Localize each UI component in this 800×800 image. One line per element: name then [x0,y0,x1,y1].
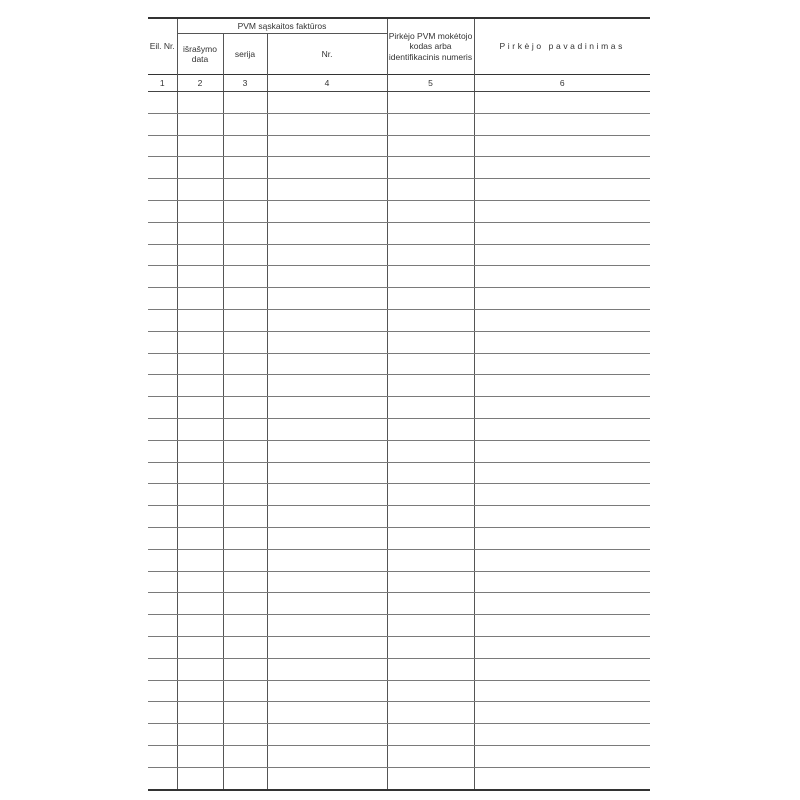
invoice-number-cell [267,615,387,637]
buyer-name-cell [474,767,650,789]
buyer-vat-code-cell [387,615,474,637]
row-number-cell [148,506,177,528]
table-row [148,615,650,637]
vat-invoice-group-header: PVM sąskaitos faktūros [177,18,387,34]
buyer-vat-code-cell [387,527,474,549]
issue-date-cell [177,702,223,724]
series-cell [223,200,267,222]
issue-date-cell [177,331,223,353]
row-number-cell [148,767,177,789]
issue-date-cell [177,179,223,201]
issue-date-cell [177,549,223,571]
table-row [148,418,650,440]
buyer-name-cell [474,702,650,724]
buyer-name-cell [474,593,650,615]
issue-date-cell [177,615,223,637]
column-number: 3 [223,75,267,92]
invoice-number-cell [267,527,387,549]
buyer-name-cell [474,179,650,201]
issue-date-cell [177,397,223,419]
series-cell [223,745,267,767]
row-number-cell [148,593,177,615]
issue-date-cell [177,113,223,135]
buyer-name-cell [474,484,650,506]
series-cell [223,593,267,615]
buyer-vat-code-cell [387,745,474,767]
invoice-number-cell [267,200,387,222]
series-cell [223,375,267,397]
invoice-number-cell [267,288,387,310]
series-cell [223,157,267,179]
buyer-name-cell [474,506,650,528]
series-header: serija [223,34,267,75]
row-number-cell [148,113,177,135]
series-cell [223,571,267,593]
series-cell [223,636,267,658]
issue-date-cell [177,636,223,658]
buyer-vat-code-cell [387,244,474,266]
series-cell [223,549,267,571]
table-row [148,593,650,615]
buyer-name-cell [474,309,650,331]
row-number-cell [148,179,177,201]
issue-date-cell [177,375,223,397]
buyer-name-cell [474,157,650,179]
invoice-number-cell [267,724,387,746]
buyer-name-cell [474,331,650,353]
issue-date-cell [177,745,223,767]
row-number-cell [148,418,177,440]
invoice-number-cell [267,92,387,114]
buyer-vat-code-cell [387,309,474,331]
row-number-cell [148,724,177,746]
series-cell [223,353,267,375]
series-cell [223,615,267,637]
invoice-number-cell [267,353,387,375]
invoice-number-cell [267,658,387,680]
table-row [148,440,650,462]
invoice-number-cell [267,680,387,702]
invoice-number-cell [267,375,387,397]
issue-date-cell [177,440,223,462]
invoice-number-cell [267,549,387,571]
issue-date-cell [177,157,223,179]
invoice-number-cell [267,418,387,440]
table-row [148,484,650,506]
invoice-number-cell [267,484,387,506]
invoice-number-cell [267,571,387,593]
invoice-number-cell [267,506,387,528]
buyer-vat-code-cell [387,724,474,746]
table-row [148,266,650,288]
issue-date-cell [177,200,223,222]
buyer-vat-code-cell [387,484,474,506]
series-cell [223,266,267,288]
column-number: 4 [267,75,387,92]
row-number-cell [148,200,177,222]
issue-date-cell [177,353,223,375]
buyer-name-cell [474,288,650,310]
table-row [148,745,650,767]
buyer-vat-code-cell [387,680,474,702]
buyer-vat-code-cell [387,418,474,440]
issue-date-cell [177,288,223,310]
column-number: 6 [474,75,650,92]
table-row [148,200,650,222]
table-row [148,222,650,244]
buyer-name-cell [474,353,650,375]
table-row [148,397,650,419]
buyer-vat-code-cell [387,767,474,789]
buyer-vat-code-cell [387,593,474,615]
row-number-cell [148,549,177,571]
table-row [148,288,650,310]
invoice-number-cell [267,113,387,135]
buyer-vat-code-cell [387,113,474,135]
row-number-cell [148,397,177,419]
row-number-cell [148,484,177,506]
series-cell [223,179,267,201]
buyer-name-cell [474,549,650,571]
buyer-vat-code-cell [387,571,474,593]
buyer-name-cell [474,658,650,680]
table-row [148,724,650,746]
column-number-row [148,75,650,92]
series-cell [223,309,267,331]
row-number-cell [148,571,177,593]
column-number: 5 [387,75,474,92]
invoice-number-cell [267,440,387,462]
buyer-name-cell [474,462,650,484]
buyer-name-cell [474,527,650,549]
buyer-vat-code-cell [387,397,474,419]
table-row [148,527,650,549]
issue-date-cell [177,244,223,266]
buyer-name-cell [474,244,650,266]
issue-date-cell [177,680,223,702]
table-row [148,767,650,789]
buyer-vat-code-cell [387,636,474,658]
column-number: 1 [148,75,177,92]
invoice-number-header: Nr. [267,34,387,75]
buyer-vat-code-cell [387,375,474,397]
buyer-vat-code-cell [387,266,474,288]
series-cell [223,527,267,549]
series-cell [223,462,267,484]
table-row [148,353,650,375]
table-row [148,309,650,331]
table-row [148,462,650,484]
buyer-vat-code-cell [387,222,474,244]
buyer-name-cell [474,680,650,702]
table-row [148,680,650,702]
invoice-number-cell [267,767,387,789]
row-number-cell [148,288,177,310]
invoice-number-cell [267,222,387,244]
buyer-vat-code-cell [387,462,474,484]
buyer-vat-code-cell [387,135,474,157]
buyer-name-cell [474,571,650,593]
table-row [148,506,650,528]
table-row [148,179,650,201]
buyer-name-cell [474,266,650,288]
issue-date-cell [177,593,223,615]
issue-date-cell [177,527,223,549]
row-number-cell [148,745,177,767]
buyer-name-cell [474,222,650,244]
row-number-cell [148,244,177,266]
issue-date-cell [177,222,223,244]
buyer-vat-code-header: Pirkėjo PVM mokėtojo kodas arba identifikacinis numeris [387,18,474,75]
buyer-name-header: Pirkėjo pavadinimas [474,18,650,75]
table-row [148,636,650,658]
row-number-cell [148,702,177,724]
issue-date-cell [177,309,223,331]
issue-date-cell [177,724,223,746]
invoice-number-cell [267,244,387,266]
buyer-vat-code-cell [387,179,474,201]
issue-date-cell [177,418,223,440]
row-number-cell [148,222,177,244]
invoice-number-cell [267,135,387,157]
issue-date-cell [177,266,223,288]
row-number-cell [148,309,177,331]
invoice-number-cell [267,266,387,288]
row-number-cell [148,353,177,375]
series-cell [223,506,267,528]
buyer-vat-code-cell [387,549,474,571]
buyer-name-cell [474,113,650,135]
table-row [148,135,650,157]
invoice-number-cell [267,702,387,724]
row-number-cell [148,658,177,680]
buyer-name-cell [474,397,650,419]
table-row [148,244,650,266]
invoice-number-cell [267,462,387,484]
buyer-name-cell [474,135,650,157]
issue-date-cell [177,571,223,593]
series-cell [223,331,267,353]
buyer-vat-code-cell [387,353,474,375]
series-cell [223,113,267,135]
series-cell [223,484,267,506]
row-number-cell [148,375,177,397]
buyer-vat-code-cell [387,157,474,179]
buyer-name-cell [474,92,650,114]
buyer-name-cell [474,418,650,440]
invoice-number-cell [267,745,387,767]
table-row [148,113,650,135]
series-cell [223,135,267,157]
invoice-number-cell [267,593,387,615]
issue-date-cell [177,484,223,506]
buyer-name-cell [474,440,650,462]
series-cell [223,222,267,244]
row-number-cell [148,636,177,658]
buyer-name-cell [474,636,650,658]
series-cell [223,92,267,114]
series-cell [223,397,267,419]
series-cell [223,440,267,462]
buyer-name-cell [474,724,650,746]
row-number-cell [148,266,177,288]
issue-date-cell [177,658,223,680]
buyer-name-cell [474,200,650,222]
buyer-vat-code-cell [387,92,474,114]
series-cell [223,680,267,702]
table-row [148,92,650,114]
table-row [148,157,650,179]
table-row [148,571,650,593]
row-number-cell [148,331,177,353]
issue-date-header: išrašymo data [177,34,223,75]
buyer-name-cell [474,745,650,767]
issue-date-cell [177,135,223,157]
row-number-header: Eil. Nr. [148,18,177,75]
buyer-vat-code-cell [387,200,474,222]
invoice-number-cell [267,157,387,179]
issue-date-cell [177,462,223,484]
buyer-name-cell [474,375,650,397]
invoice-number-cell [267,636,387,658]
invoice-number-cell [267,331,387,353]
series-cell [223,724,267,746]
invoice-number-cell [267,179,387,201]
table-row [148,375,650,397]
series-cell [223,288,267,310]
buyer-vat-code-cell [387,506,474,528]
row-number-cell [148,135,177,157]
buyer-vat-code-cell [387,658,474,680]
buyer-vat-code-cell [387,331,474,353]
row-number-cell [148,92,177,114]
invoice-number-cell [267,397,387,419]
buyer-vat-code-cell [387,440,474,462]
invoice-number-cell [267,309,387,331]
buyer-name-cell [474,615,650,637]
table-row [148,331,650,353]
row-number-cell [148,157,177,179]
series-cell [223,658,267,680]
series-cell [223,702,267,724]
issue-date-cell [177,506,223,528]
table-row [148,658,650,680]
buyer-vat-code-cell [387,288,474,310]
row-number-cell [148,462,177,484]
row-number-cell [148,680,177,702]
vat-invoice-register-table [148,17,650,791]
series-cell [223,244,267,266]
table-row [148,549,650,571]
issue-date-cell [177,92,223,114]
row-number-cell [148,615,177,637]
buyer-vat-code-cell [387,702,474,724]
row-number-cell [148,527,177,549]
series-cell [223,418,267,440]
column-number: 2 [177,75,223,92]
row-number-cell [148,440,177,462]
issue-date-cell [177,767,223,789]
table-row [148,702,650,724]
series-cell [223,767,267,789]
